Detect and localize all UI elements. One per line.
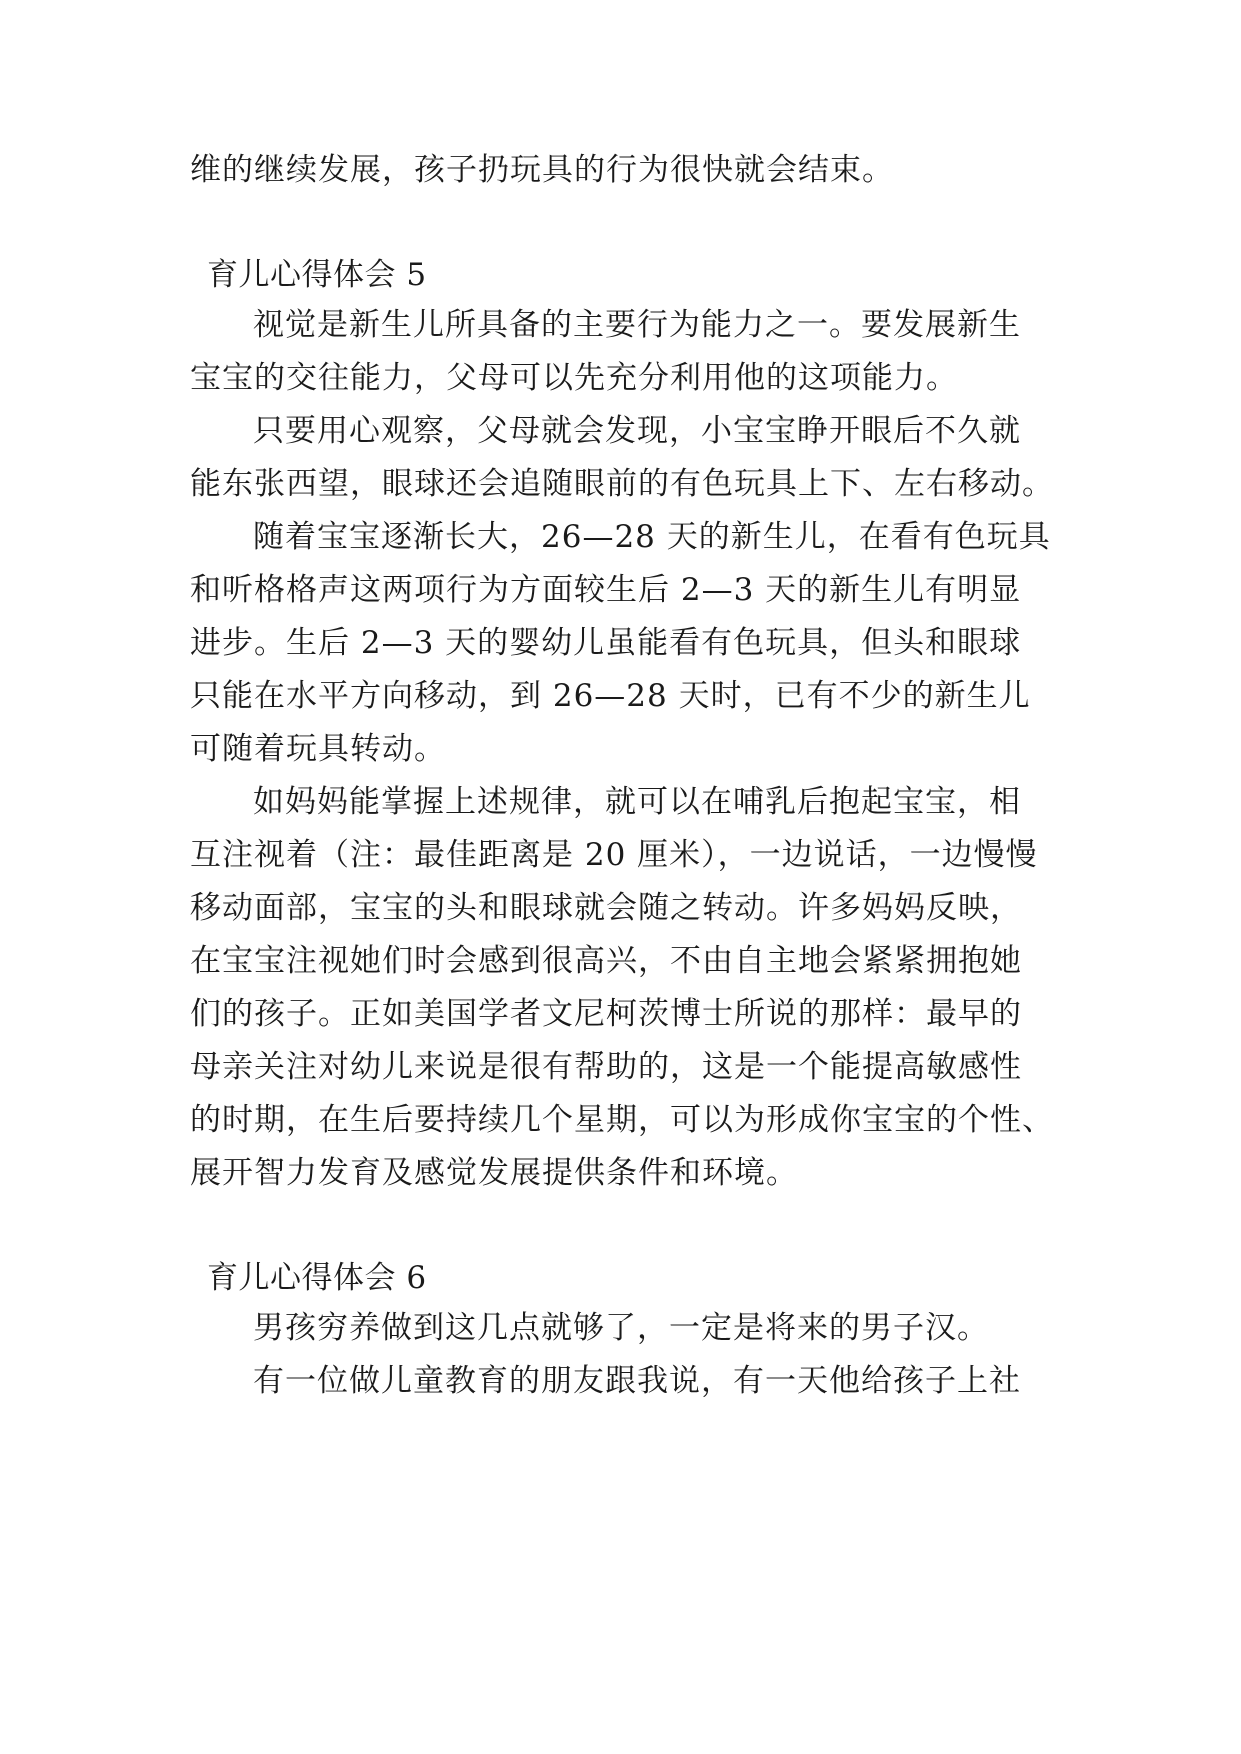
paragraph-line: 母亲关注对幼儿来说是很有帮助的，这是一个能提高敏感性 (190, 1049, 1022, 1085)
paragraph-line: 能东张西望，眼球还会追随眼前的有色玩具上下、左右移动。 (190, 466, 1054, 502)
section-heading: 育儿心得体会 5 (207, 257, 427, 293)
paragraph-line: 随着宝宝逐渐长大，26—28 天的新生儿，在看有色玩具 (253, 519, 1051, 555)
paragraph-line: 展开智力发育及感觉发展提供条件和环境。 (190, 1155, 798, 1191)
paragraph-line: 如妈妈能掌握上述规律，就可以在哺乳后抱起宝宝，相 (253, 784, 1021, 820)
paragraph-line: 维的继续发展，孩子扔玩具的行为很快就会结束。 (190, 152, 894, 188)
paragraph-line: 宝宝的交往能力，父母可以先充分利用他的这项能力。 (190, 360, 958, 396)
paragraph-line: 有一位做儿童教育的朋友跟我说，有一天他给孩子上社 (253, 1363, 1021, 1399)
paragraph-line: 和听格格声这两项行为方面较生后 2—3 天的新生儿有明显 (190, 572, 1022, 608)
paragraph-line: 可随着玩具转动。 (190, 731, 446, 767)
section-heading: 育儿心得体会 6 (207, 1260, 427, 1296)
paragraph-line: 只要用心观察，父母就会发现，小宝宝睁开眼后不久就 (253, 413, 1021, 449)
paragraph-line: 互注视着（注：最佳距离是 20 厘米），一边说话，一边慢慢 (190, 837, 1038, 873)
paragraph-line: 们的孩子。正如美国学者文尼柯茨博士所说的那样：最早的 (190, 996, 1022, 1032)
paragraph-line: 男孩穷养做到这几点就够了，一定是将来的男子汉。 (253, 1310, 989, 1346)
paragraph-line: 进步。生后 2—3 天的婴幼儿虽能看有色玩具，但头和眼球 (190, 625, 1022, 661)
paragraph-line: 视觉是新生儿所具备的主要行为能力之一。要发展新生 (253, 307, 1021, 343)
paragraph-line: 移动面部，宝宝的头和眼球就会随之转动。许多妈妈反映， (190, 890, 1022, 926)
paragraph-line: 在宝宝注视她们时会感到很高兴，不由自主地会紧紧拥抱她 (190, 943, 1022, 979)
paragraph-line: 的时期，在生后要持续几个星期，可以为形成你宝宝的个性、 (190, 1102, 1054, 1138)
paragraph-line: 只能在水平方向移动，到 26—28 天时，已有不少的新生儿 (190, 678, 1031, 714)
